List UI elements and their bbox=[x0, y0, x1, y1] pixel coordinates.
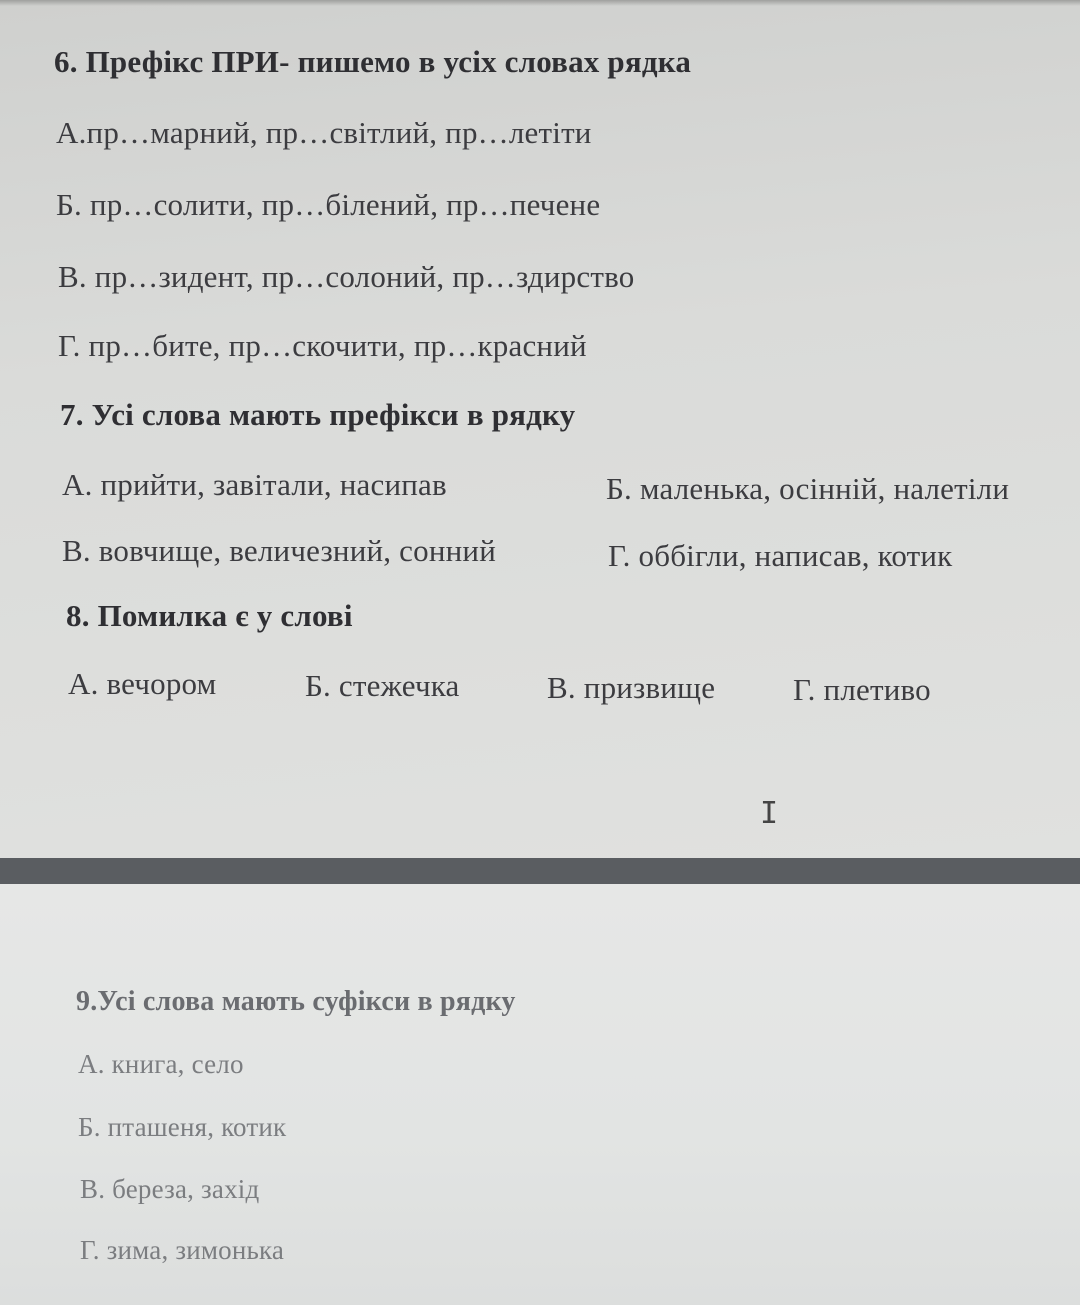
question-7-title: 7. Усі слова мають префікси в рядку bbox=[60, 397, 576, 432]
question-6-option-h[interactable]: Г. пр…бите, пр…скочити, пр…красний bbox=[58, 328, 587, 363]
question-9-option-a[interactable]: А. книга, село bbox=[78, 1049, 244, 1079]
question-9-option-v[interactable]: В. береза, захід bbox=[80, 1174, 260, 1204]
question-6-title: 6. Префікс ПРИ- пишемо в усіх словах рядка bbox=[54, 44, 692, 79]
question-6-option-v[interactable]: В. пр…зидент, пр…солоний, пр…здирство bbox=[58, 259, 635, 294]
question-7-option-b[interactable]: Б. маленька, осінній, налетіли bbox=[606, 471, 1010, 506]
question-8-option-a[interactable]: А. вечором bbox=[68, 666, 217, 701]
top-edge-shadow bbox=[0, 0, 1080, 6]
question-7-option-v[interactable]: В. вовчище, величезний, сонний bbox=[62, 533, 497, 568]
question-7-option-h[interactable]: Г. оббігли, написав, котик bbox=[608, 538, 953, 573]
question-8-option-b[interactable]: Б. стежечка bbox=[305, 668, 460, 703]
question-6-option-b[interactable]: Б. пр…солити, пр…білений, пр…печене bbox=[56, 187, 601, 222]
text-cursor-icon: I bbox=[760, 796, 779, 831]
question-8-title: 8. Помилка є у слові bbox=[66, 598, 353, 633]
question-7-option-a[interactable]: А. прийти, завітали, насипав bbox=[62, 467, 447, 502]
question-8-option-v[interactable]: В. призвище bbox=[547, 670, 716, 705]
question-6-option-a[interactable]: А.пр…марний, пр…світлий, пр…летіти bbox=[56, 115, 592, 150]
question-9-option-h[interactable]: Г. зима, зимонька bbox=[80, 1235, 285, 1265]
question-9-option-b[interactable]: Б. пташеня, котик bbox=[78, 1112, 287, 1142]
question-9-title: 9.Усі слова мають суфікси в рядку bbox=[76, 986, 516, 1017]
question-8-option-h[interactable]: Г. плетиво bbox=[793, 672, 931, 707]
page-separator bbox=[0, 858, 1080, 884]
